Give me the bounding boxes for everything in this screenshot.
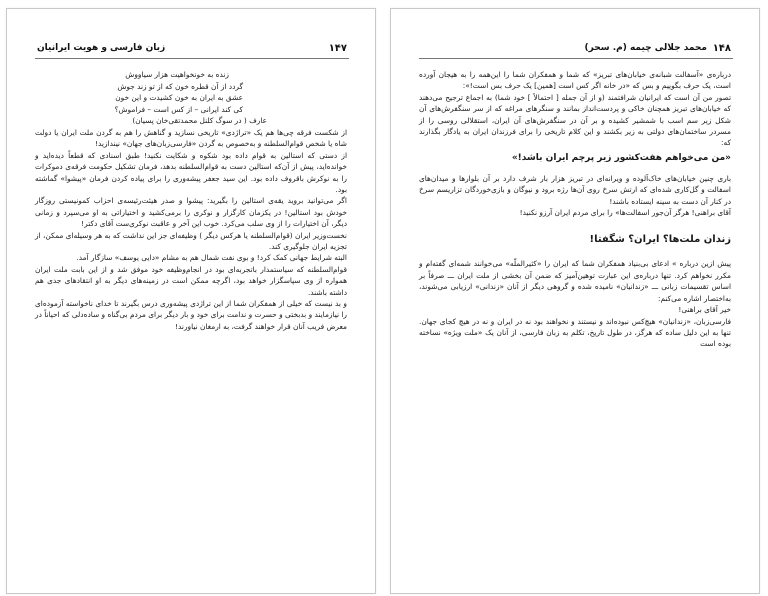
paragraph: از دستی که استالین به قوام داده بود شکوه و شکایت نکنید! طبق اسنادی که قطعاً دیده‌اید و خوانده‌اید، پیش از آن‌که استالین دست به قوام‌السلطنه بدهد، فرمان تشکیل حکومت فرقه‌ی دموکرات را به نوکرش باقروف داده بود. این سید جعفر پیشه‌وری را برای پیاده کردن فرمان «پیشوا» گماشته بود. <box>35 150 347 194</box>
poem-line: گردد از آن قطره خون که از تو زند جوش <box>117 81 243 91</box>
poem-attribution: عارف ( در سوگ کلنل محمدتقی‌خان پسیان) <box>132 116 267 126</box>
poem-line: عشق به ایران به خون کشیدت و این خون <box>115 93 243 103</box>
poem-line: زنده به خونخواهیت هزار سیاووش <box>125 70 229 79</box>
paragraph: تصور من آن است که ایرانیان شرافتمند (و از آن جمله [ احتمالاً ] خود شما) به اجماع ترجیح می‌دهند که خیابان‌های تبریز همچنان خاکی و پردست‌انداز بمانند و سنگرهای مراغه که از سر سنگفرش‌های آن شکل زیر سم اسب با شمشیر کشیده و بر آن در سنگفرش‌های آن ایران، استقلالی روسی را از مسردر ساختمان‌های دولتی به زیر بکشند و این کلام تاریخی را برای فرزندان ایران به یادگار بگذارند که: <box>419 92 731 148</box>
paragraph: از شکست فرقه چی‌ها هم یک «تراژدی» تاریخی نسازید و گناهش را هم به گردن ملت ایران یا دولت شاه یا شخص قوام‌السلطنه و به‌خصوص به گردن «فارسی‌زبان‌های جهان» نیندازید! <box>35 127 347 149</box>
paragraph: البته شرایط جهانی کمک کرد! و بوی نفت شمال هم به مشام «دایی یوسف» سازگار آمد. <box>76 253 347 263</box>
section-heading: زندان ملت‌ها؟ ایران؟ شگفتا! <box>589 234 731 246</box>
page-body <box>35 69 347 332</box>
poem-line: کی کند ایرانی – از کس است – فراموش؟ <box>114 104 243 114</box>
paragraph: درباره‌ی «آسفالت شبانه‌ی خیابان‌های تبریز» که شما و همفکران شما را این‌همه را به هیجان آورده است، یک حرف بگوییم و بس که «در خانه اگر کس است [همین] یک حرف بس است!»: <box>419 70 731 91</box>
header-rule <box>419 58 733 59</box>
right-page <box>390 8 760 594</box>
paragraph: فارسی‌زبان، «زندانیان» هیچ‌کس نبوده‌اند و نیستند و نخواهند بود نه در ایران و نه در هیچ کجای جهان. تنها به این دلیل ساده که هرگز، در طول تاریخ، تکلم به زبان فارسی، از آنان یک «ملت ویژه» نساخته بوده است <box>419 316 731 349</box>
poem <box>35 69 347 127</box>
running-title: محمد جلالی چیمه (م. سحر) <box>584 43 707 53</box>
paragraph: نخست‌وزیر ایران (قوام‌السلطنه یا هرکس دیگر ) وظیفه‌ای جز این نداشت که به هر وسیله‌ای ممکن، از تجزیه ایران جلوگیری کند. <box>35 230 347 252</box>
paragraph: خیر آقای براهنی! <box>678 305 731 315</box>
paragraph: آقای براهنی! هرگز آن‌جور اسفالت‌ها» را برای مردم ایران آرزو نکنید! <box>519 208 731 218</box>
header-rule <box>35 58 349 59</box>
paragraph: قوام‌السلطنه که سیاستمدار باتجربه‌ای بود در انجام‌وظیفه خود موفق شد و از این بابت ملت ایران همواره از وی سپاسگزار خواهد بود، اگرچه ممکن است در زمینه‌های دیگر به او انتقادهای جدی هم داشته باشند. <box>35 264 347 297</box>
paragraph: اگر می‌توانید بروید یقه‌ی استالین را بگیرید: پیشوا و صدر هیئت‌رئیسه‌ی احزاب کمونیستی روزگار خودش بود استالین! در یکزمان کارگزار و نوکری را برمی‌کشید و اختیاراتی به او می‌سپرد و زمانی دیگر، آن اختیارات را از وی سلب می‌کرد. خوب این آخر و عاقبت نوکری‌ست آقای دکتر! <box>35 196 347 229</box>
left-page <box>6 8 376 594</box>
paragraph: باری چنین خیابان‌های خاک‌آلوده و ویرانه‌ای در تبریز هزار بار شرف دارد بر آن بلوارها و میدان‌های اسفالت و گل‌کاری شده‌ای که ارتش سرخ روی آن‌ها رژه برود و نیوگان و بازی‌خوردگان تزاریسم سرخ در کنار آن دست به سینه ایستاده باشند! <box>419 173 731 206</box>
paragraph: و بد نیست که خیلی از همفکران شما از این تراژدی پیشه‌وری درس بگیرند تا خدای ناخواسته آزموده‌ای را نیازمایند و بدبختی و حسرت و ندامت برای خود و بار دیگر برای مردم بی‌گناه و ساده‌دلی که احیاناً در معرض فریب آنان قرار خواهند گرفت، به ارمغان نیاورند! <box>35 299 347 331</box>
page-body <box>419 69 731 350</box>
page-number: ۱۴۷ <box>328 43 347 54</box>
running-title: زبان فارسی و هویت ایرانیان <box>37 43 166 53</box>
bold-quote: «من می‌خواهم هفت‌کشور زیر پرچم ایران باشد!» <box>511 152 731 163</box>
page-number: ۱۴۸ <box>712 43 731 54</box>
paragraph: پیش ازین درباره » ادعای بی‌بنیاد همفکران شما که ایران را «کثیرالملّه» می‌خوانند شمه‌ای گفته‌ام و مکرر نخواهم کرد. تنها درباره‌ی این عبارت توهین‌آمیز که ضمن آن بخشی از ملت ایران ـــ صرفاً بر اساس تقسیمات زبانی ـــ «زندانیان» نامیده شده و گروهی دیگر از آنان «زندانی» ارزیابی می‌شوند، به‌اختصار اشاره می‌کنم: <box>419 259 731 303</box>
